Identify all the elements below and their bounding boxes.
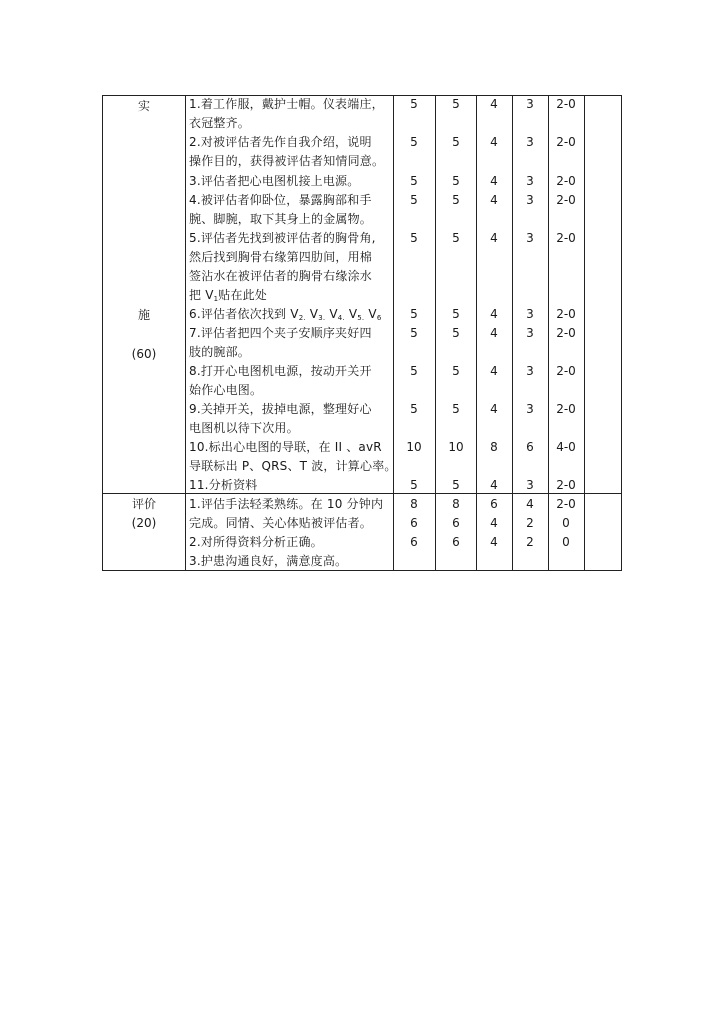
score-cell: 4 (490, 174, 498, 188)
eval-1-line2: 完成。同情、关心体贴被评估者。 (189, 516, 373, 530)
eval-score-cell: 2 (526, 516, 534, 530)
eval-score-cell: 0 (562, 516, 570, 530)
item-9-line2: 电图机以待下次用。 (189, 421, 299, 435)
item-10-line1: 10.标出心电图的导联，在 II 、avR (189, 440, 382, 454)
score-cell: 4 (490, 364, 498, 378)
section-score: (60) (131, 347, 157, 361)
item-1-line1: 1.着工作服，戴护士帽。仪表端庄， (189, 97, 384, 111)
score-cell: 5 (410, 135, 418, 149)
item-6-line1: 6.评估者依次找到 $V_{2.}$ $V_{3.}$ $V_{4.}$ $V_{5.}$ $V_6$ (189, 307, 382, 322)
eval-1-line1: 1.评估手法轻柔熟练。在 10 分钟内 (189, 497, 384, 511)
item-2-line1: 2.对被评估者先作自我介绍，说明 (189, 135, 372, 149)
score-cell: 2-0 (556, 97, 576, 111)
item-7-line1: 7.评估者把四个夹子安顺序夹好四 (189, 326, 372, 340)
section-label-shi2: 施 (137, 308, 150, 322)
score-cell: 4 (490, 307, 498, 321)
item-5-line2: 然后找到胸骨右缘第四肋间，用棉 (189, 250, 373, 264)
item-5-line1: 5.评估者先找到被评估者的胸骨角, (189, 231, 376, 245)
eval-score-cell: 4 (490, 516, 498, 530)
item-4-line1: 4.被评估者仰卧位，暴露胸部和手 (189, 193, 372, 207)
score-cell: 2-0 (556, 364, 576, 378)
eval-score-cell: 6 (410, 535, 418, 549)
score-cell: 8 (490, 440, 498, 454)
score-cell: 5 (452, 364, 460, 378)
section-label-shi: 实 (137, 99, 150, 113)
score-cell: 5 (452, 307, 460, 321)
item-1-line2: 衣冠整齐。 (189, 116, 251, 130)
eval-score-cell: 6 (410, 516, 418, 530)
item-8-line1: 8.打开心电图机电源，按动开关开 (189, 364, 372, 378)
score-cell: 2-0 (556, 174, 576, 188)
column-divider (185, 96, 186, 570)
score-cell: 4 (490, 402, 498, 416)
score-cell: 5 (410, 174, 418, 188)
score-cell: 3 (526, 193, 534, 207)
score-cell: 3 (526, 231, 534, 245)
eval-score-cell: 6 (490, 497, 498, 511)
score-cell: 4 (490, 97, 498, 111)
eval-score-cell: 4 (490, 535, 498, 549)
score-cell: 3 (526, 402, 534, 416)
section-score-eval: (20) (131, 516, 157, 530)
score-cell: 5 (410, 193, 418, 207)
score-cell: 5 (452, 135, 460, 149)
score-cell: 4 (490, 193, 498, 207)
item-4-line2: 腕、脚腕，取下其身上的金属物。 (189, 212, 373, 226)
item-7-line2: 肢的腕部。 (189, 345, 251, 359)
score-cell: 2-0 (556, 193, 576, 207)
score-cell: 5 (410, 326, 418, 340)
score-cell: 5 (410, 307, 418, 321)
section-label-eval: 评价 (131, 497, 156, 511)
score-cell: 10 (406, 440, 422, 454)
score-cell: 3 (526, 97, 534, 111)
score-cell: 2-0 (556, 135, 576, 149)
score-cell: 5 (410, 478, 418, 492)
score-cell: 4 (490, 231, 498, 245)
item-9-line1: 9.关掉开关，拔掉电源，整理好心 (189, 402, 372, 416)
score-cell: 10 (448, 440, 464, 454)
score-cell: 2-0 (556, 307, 576, 321)
score-cell: 3 (526, 478, 534, 492)
eval-score-cell: 2-0 (556, 497, 576, 511)
score-cell: 5 (452, 193, 460, 207)
score-cell: 5 (452, 97, 460, 111)
score-cell: 4-0 (556, 440, 576, 454)
eval-score-cell: 8 (410, 497, 418, 511)
score-cell: 5 (452, 174, 460, 188)
item-8-line2: 始作心电图。 (189, 383, 263, 397)
score-cell: 5 (410, 364, 418, 378)
eval-score-cell: 6 (452, 535, 460, 549)
eval-3-line1: 3.护患沟通良好，满意度高。 (189, 554, 348, 568)
score-cell: 3 (526, 364, 534, 378)
score-cell: 2-0 (556, 402, 576, 416)
score-cell: 3 (526, 307, 534, 321)
eval-score-cell: 2 (526, 535, 534, 549)
eval-score-cell: 0 (562, 535, 570, 549)
item-3-line1: 3.评估者把心电图机接上电源。 (189, 174, 360, 188)
eval-2-line1: 2.对所得资料分析正确。 (189, 535, 323, 549)
score-cell: 4 (490, 478, 498, 492)
eval-score-cell: 4 (526, 497, 534, 511)
eval-score-cell: 6 (452, 516, 460, 530)
score-cell: 4 (490, 326, 498, 340)
score-cell: 5 (452, 231, 460, 245)
scoring-table (102, 95, 622, 571)
score-cell: 2-0 (556, 326, 576, 340)
score-cell: 2-0 (556, 231, 576, 245)
eval-score-cell: 8 (452, 497, 460, 511)
score-cell: 5 (452, 478, 460, 492)
score-cell: 3 (526, 174, 534, 188)
score-cell: 4 (490, 135, 498, 149)
item-5-line3: 签沾水在被评估者的胸骨右缘涂水 (189, 269, 373, 283)
item-10-line2: 导联标出 P、QRS、T 波，计算心率。 (189, 459, 397, 473)
score-cell: 5 (410, 97, 418, 111)
score-cell: 3 (526, 326, 534, 340)
score-cell: 5 (410, 231, 418, 245)
score-cell: 2-0 (556, 478, 576, 492)
item-5-line4: 把 $V_1$贴在此处 (189, 288, 268, 303)
score-cell: 5 (452, 402, 460, 416)
score-cell: 3 (526, 135, 534, 149)
score-cell: 6 (526, 440, 534, 454)
score-cell: 5 (452, 326, 460, 340)
score-cell: 5 (410, 402, 418, 416)
item-2-line2: 操作目的，获得被评估者知情同意。 (189, 154, 385, 168)
item-11-line1: 11.分析资料 (189, 478, 258, 492)
